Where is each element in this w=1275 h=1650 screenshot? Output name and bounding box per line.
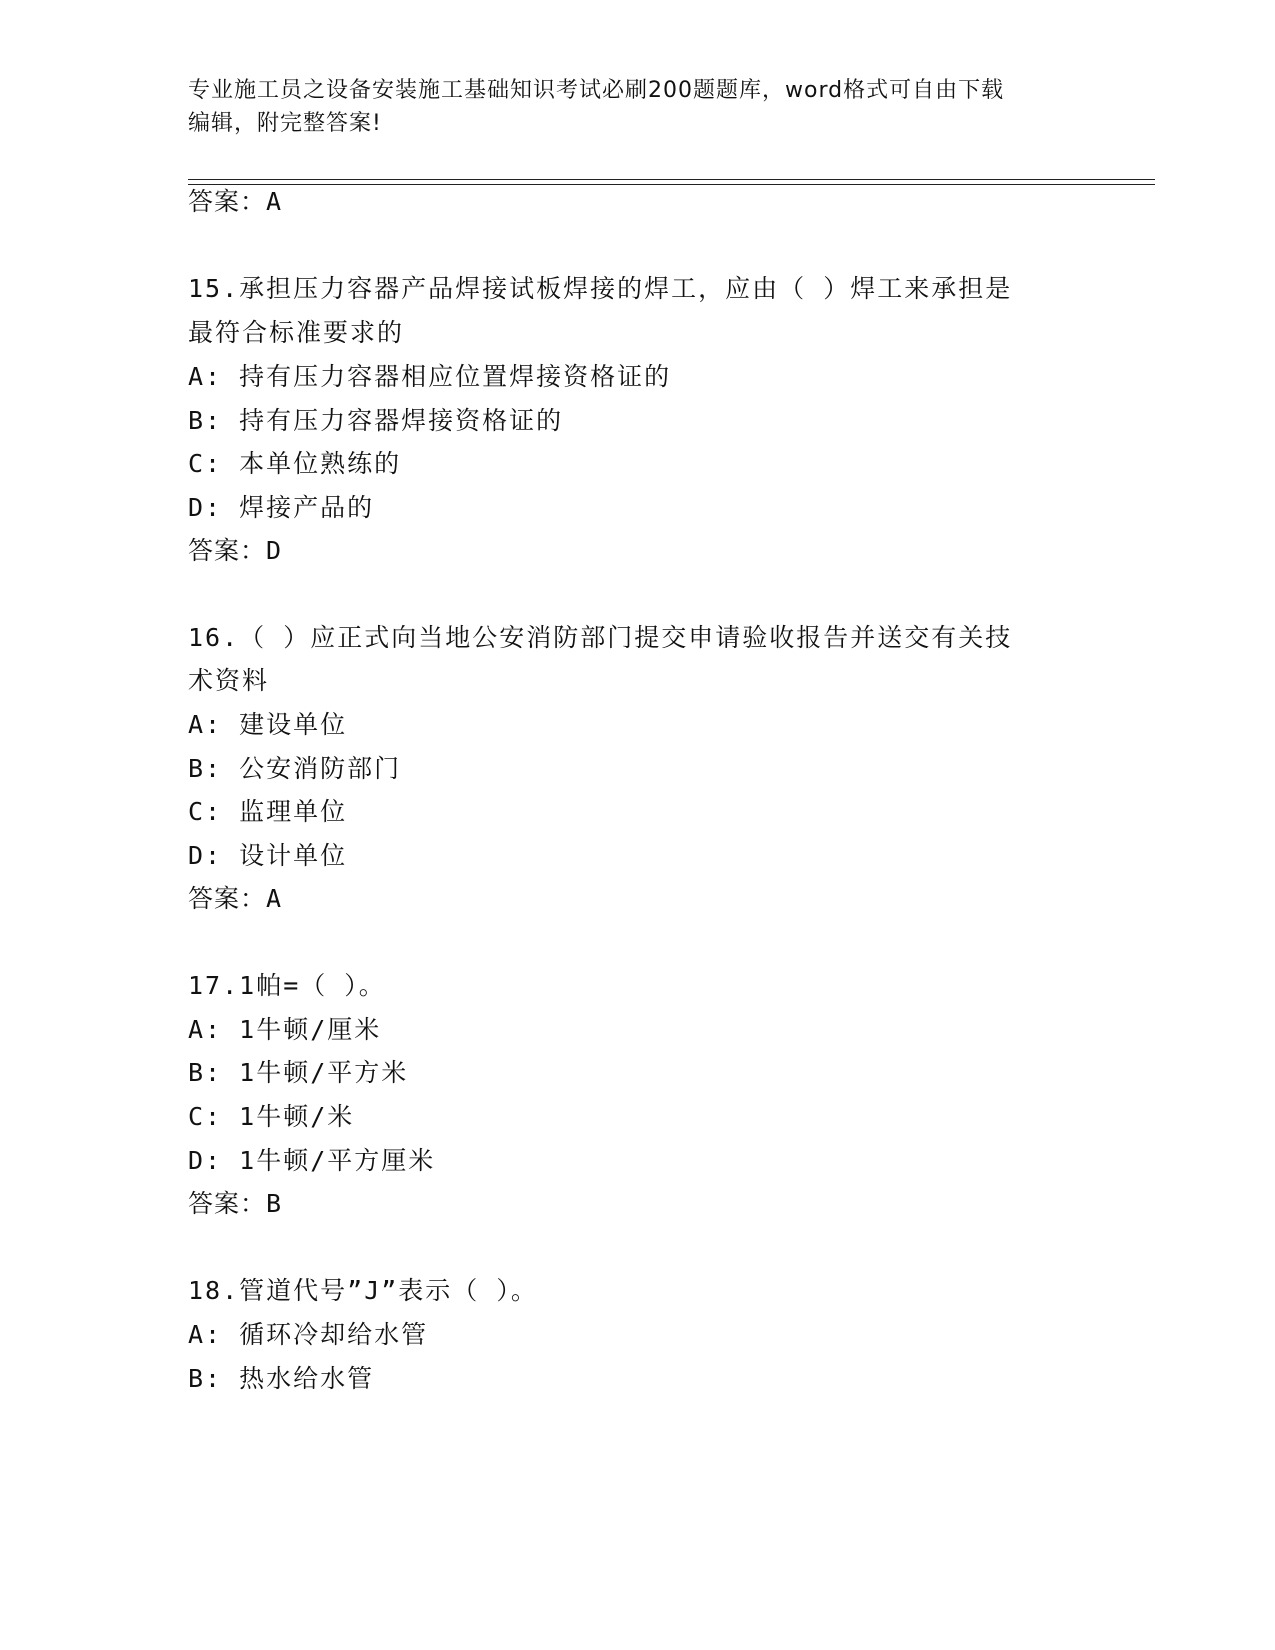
answer-value: D <box>266 536 283 565</box>
header-line-1: 专业施工员之设备安装施工基础知识考试必刷200题题库，word格式可自由下载 <box>188 78 1005 103</box>
option-d: D: 设计单位 <box>188 841 348 870</box>
option-d: D: 焊接产品的 <box>188 493 375 522</box>
previous-answer <box>188 187 282 217</box>
question-stem: 17.1帕=（ ）。 <box>188 971 386 1000</box>
header-line-2: 编辑，附完整答案! <box>188 111 382 136</box>
option-c: C: 1牛顿/米 <box>188 1102 355 1131</box>
option-b: B: 1牛顿/平方米 <box>188 1058 409 1087</box>
answer-line <box>188 884 282 914</box>
question-stem-continued: 最符合标准要求的 <box>188 318 405 347</box>
header-divider-top <box>188 179 1155 180</box>
answer-label: 答案： <box>188 536 267 565</box>
option-a: A: 持有压力容器相应位置焊接资格证的 <box>188 362 672 391</box>
answer-line <box>188 536 282 566</box>
header-divider-bottom <box>188 184 1155 185</box>
option-c: C: 本单位熟练的 <box>188 449 402 478</box>
option-a: A: 建设单位 <box>188 710 348 739</box>
option-c: C: 监理单位 <box>188 797 348 826</box>
option-b: B: 持有压力容器焊接资格证的 <box>188 406 564 435</box>
answer-value: A <box>266 884 283 913</box>
option-d: D: 1牛顿/平方厘米 <box>188 1146 436 1175</box>
question-stem: 15.承担压力容器产品焊接试板焊接的焊工，应由（ ）焊工来承担是 <box>188 274 1013 303</box>
answer-label: 答案： <box>188 884 267 913</box>
question-stem: 18.管道代号”J”表示（ ）。 <box>188 1276 538 1305</box>
option-b: B: 热水给水管 <box>188 1364 375 1393</box>
option-a: A: 1牛顿/厘米 <box>188 1015 382 1044</box>
answer-value: A <box>266 187 283 216</box>
question-stem-continued: 术资料 <box>188 666 270 695</box>
answer-value: B <box>266 1189 283 1218</box>
question-stem: 16.（ ）应正式向当地公安消防部门提交申请验收报告并送交有关技 <box>188 623 1013 652</box>
answer-line <box>188 1189 282 1219</box>
option-a: A: 循环冷却给水管 <box>188 1320 429 1349</box>
option-b: B: 公安消防部门 <box>188 754 402 783</box>
answer-label: 答案： <box>188 187 267 216</box>
answer-label: 答案： <box>188 1189 267 1218</box>
document-header <box>188 74 1088 140</box>
